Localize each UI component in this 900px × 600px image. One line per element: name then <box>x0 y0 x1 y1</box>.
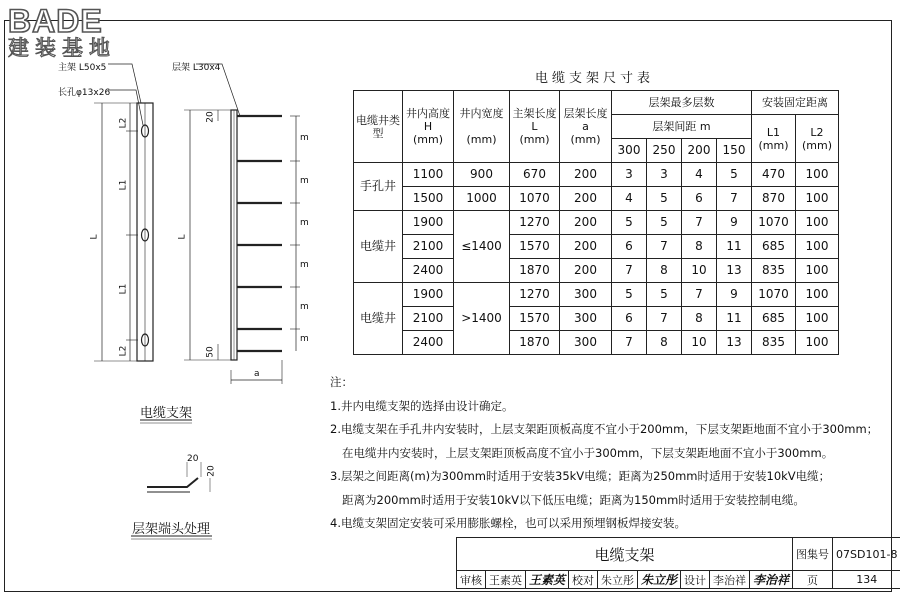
table-row: 2400 1870 200 7 8 10 13 835 100 <box>354 259 839 283</box>
header-L2: L2 (mm) <box>796 115 839 163</box>
table-row: 手孔井 1100 900 670 200 3 3 4 5 470 100 <box>354 163 839 187</box>
dim-L1-upper: L1 <box>118 179 129 191</box>
page-number: 134 <box>833 571 900 589</box>
notes <box>330 371 878 536</box>
note-line: 1.井内电缆支架的选择由设计确定。 <box>330 398 514 413</box>
header-spacing-150: 150 <box>717 139 752 163</box>
shelf-label: 层架 L30x4 <box>172 63 221 73</box>
dim-a: a <box>254 369 260 379</box>
dim-m-2: m <box>300 176 309 186</box>
header-spacing-300: 300 <box>612 139 647 163</box>
atlas-label: 图集号 <box>793 538 833 571</box>
table-row: 电缆井 1900 >1400 1270 300 5 5 7 9 1070 100 <box>354 283 839 307</box>
table-row: 2100 1570 300 6 7 8 11 685 100 <box>354 307 839 331</box>
dim-L-side: L <box>177 234 188 240</box>
dim-20-top: 20 <box>205 111 216 123</box>
dim-20-end-h: 20 <box>187 454 199 464</box>
note-line: 4.电缆支架固定安装可采用膨胀螺栓，也可以采用预埋钢板焊接安装。 <box>330 516 686 530</box>
table-title: 电缆支架尺寸表 <box>535 71 655 86</box>
note-line: 距离为200mm时适用于安装10kV以下低压电缆；距离为150mm时适用于安装控制电缆。 <box>342 492 805 507</box>
group-type: 手孔井 <box>354 163 403 211</box>
header-shelf-length: 层架长度 a (mm) <box>560 91 612 163</box>
notes-title: 注： <box>330 375 353 389</box>
note-line: 2.电缆支架在手孔井内安装时，上层支架距顶板高度不宜小于200mm，下层支架距地面不宜小于300mm； <box>330 422 879 436</box>
table-row: 1500 1000 1070 200 4 5 6 7 870 100 <box>354 187 839 211</box>
header-spacing: 层架间距 m <box>612 115 752 139</box>
dim-L2-top: L2 <box>118 117 129 129</box>
review-label: 审核 <box>457 571 486 589</box>
title-block <box>456 537 900 589</box>
header-L1: L1 (mm) <box>752 115 796 163</box>
table-row: 2100 1570 200 6 7 8 11 685 100 <box>354 235 839 259</box>
checker-name: 朱立彤 <box>598 571 638 589</box>
main-frame-label: 主架 L50x5 <box>58 63 107 73</box>
note-line: 3.层架之间距离(m)为300mm时适用于安装35kV电缆；距离为250mm时适用于安装10kV电缆； <box>330 469 831 483</box>
caption-cable-support: 电缆支架 <box>140 406 193 421</box>
header-spacing-200: 200 <box>682 139 717 163</box>
reviewer-signature: 王素英 <box>526 571 569 589</box>
dim-m-5: m <box>300 302 309 312</box>
long-hole-label: 长孔φ13x26 <box>58 88 111 98</box>
brand-subtitle: 建装基地 <box>8 36 116 60</box>
header-max-layers: 层架最多层数 <box>612 91 752 115</box>
spec-table <box>353 90 839 355</box>
group-width: >1400 <box>454 283 510 355</box>
dim-m-4: m <box>300 260 309 270</box>
dim-L-front: L <box>89 234 100 240</box>
dim-50-bottom: 50 <box>205 346 216 358</box>
dim-L2-bottom: L2 <box>118 345 129 357</box>
header-type: 电缆井类 型 <box>354 91 403 163</box>
reviewer-name: 王素英 <box>486 571 526 589</box>
dim-m-3: m <box>300 218 309 228</box>
header-fixed-distance: 安装固定距离 <box>752 91 839 115</box>
group-type: 电缆井 <box>354 283 403 355</box>
table-row: 电缆井 1900 ≤1400 1270 200 5 5 7 9 1070 100 <box>354 211 839 235</box>
header-main-length: 主架长度 L (mm) <box>510 91 560 163</box>
header-spacing-250: 250 <box>647 139 682 163</box>
dim-L1-lower: L1 <box>118 283 129 295</box>
group-type: 电缆井 <box>354 211 403 283</box>
drawing-title: 电缆支架 <box>457 538 793 571</box>
designer-name: 李治祥 <box>710 571 750 589</box>
atlas-number: 07SD101-8 <box>833 538 900 571</box>
page-label: 页 <box>793 571 833 589</box>
design-label: 设计 <box>681 571 710 589</box>
note-line: 在电缆井内安装时，上层支架距顶板高度不宜小于300mm，下层支架距地面不宜小于300mm。 <box>342 445 834 460</box>
check-label: 校对 <box>569 571 598 589</box>
group-width: ≤1400 <box>454 211 510 283</box>
brand-name: BADE <box>8 3 103 39</box>
header-height: 井内高度 H (mm) <box>403 91 454 163</box>
shelf-end-bend <box>147 478 198 487</box>
checker-signature: 朱立彤 <box>638 571 681 589</box>
designer-signature: 李治祥 <box>750 571 793 589</box>
dim-20-end-v: 20 <box>206 465 217 477</box>
table-row: 2400 1870 300 7 8 10 13 835 100 <box>354 331 839 355</box>
dim-m-1: m <box>300 133 309 143</box>
dim-m-6: m <box>300 334 309 344</box>
cable-support-drawing <box>0 0 330 540</box>
caption-shelf-end: 层架端头处理 <box>132 522 211 537</box>
header-width: 井内宽度 (mm) <box>454 91 510 163</box>
